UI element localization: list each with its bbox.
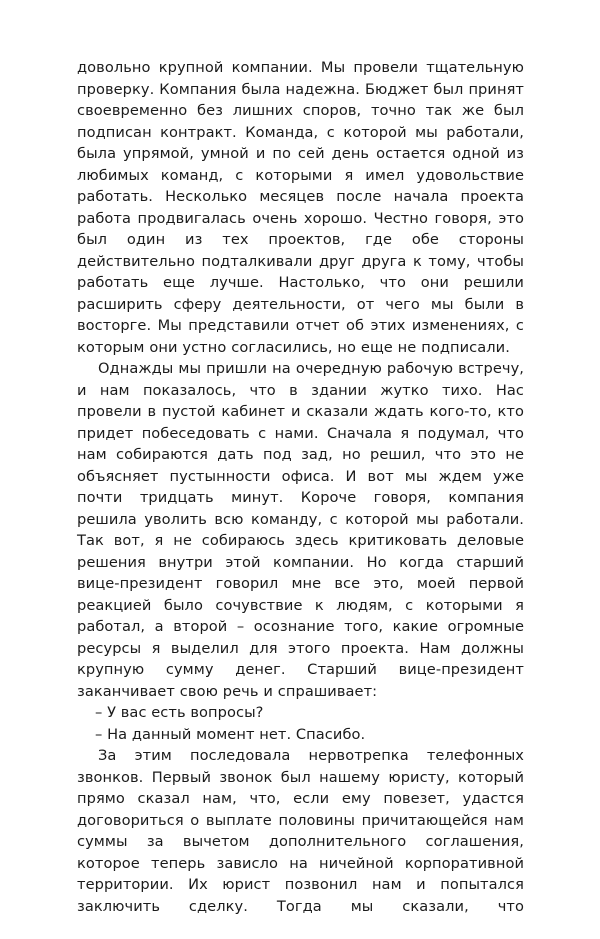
body-paragraph: Однажды мы пришли на очередную рабочую встречу, и нам показалось, что в здании жутко тихо. Нас провели в пустой кабинет и сказали ждать кого-то, кто придет побеседовать с нами. Сначала я подумал, что нам собираются дать под зад, но решил, что это не объясняет пустынности офиса. И вот мы ждем уже почти тридцать минут. Короче говоря, компания решила уволить всю команду, с которой мы работали. Так вот, я не собираюсь здесь критиковать деловые решения внутри этой компании. Но когда старший вице-президент говорил мне все это, моей первой реакцией было сочувствие к людям, с которыми я работал, а второй – осознание того, какие огромные ресурсы я выделил для этого проекта. Нам должны крупную сумму денег. Старший вице-президент заканчивает свою речь и спрашивает: xyxy=(77,360,524,700)
body-paragraph: За этим последовала нервотрепка телефонных звонков. Первый звонок был нашему юристу, который прямо сказал нам, что, если ему повезет, удастся договориться о выплате половины причитающейся нам суммы за вычетом дополнительного соглашения, которое теперь зависло на ничейной корпоративной территории. Их юрист позвонил нам и попытался заключить сделку. Тогда мы сказали, что xyxy=(77,747,524,915)
dialogue-line: – У вас есть вопросы? xyxy=(95,704,264,721)
body-paragraph: довольно крупной компании. Мы провели тщательную проверку. Компания была надежна. Бюджет был принят своевременно без лишних споров, точно так же был подписан контракт. Команда, с которой мы работали, была упрямой, умной и по сей день остается одной из любимых команд, с которыми я имел удовольствие работать. Несколько месяцев после начала проекта работа продвигалась очень хорошо. Честно говоря, это был один из тех проектов, где обе стороны действительно подталкивали друг друга к тому, чтобы работать еще лучше. Настолько, что они решили расширить сферу деятельности, от чего мы были в восторге. Мы представили отчет об этих изменениях, с которым они устно согласились, но еще не подписали. xyxy=(77,59,524,356)
dialogue-line: – На данный момент нет. Спасибо. xyxy=(95,725,366,743)
body-text-column xyxy=(77,57,524,939)
